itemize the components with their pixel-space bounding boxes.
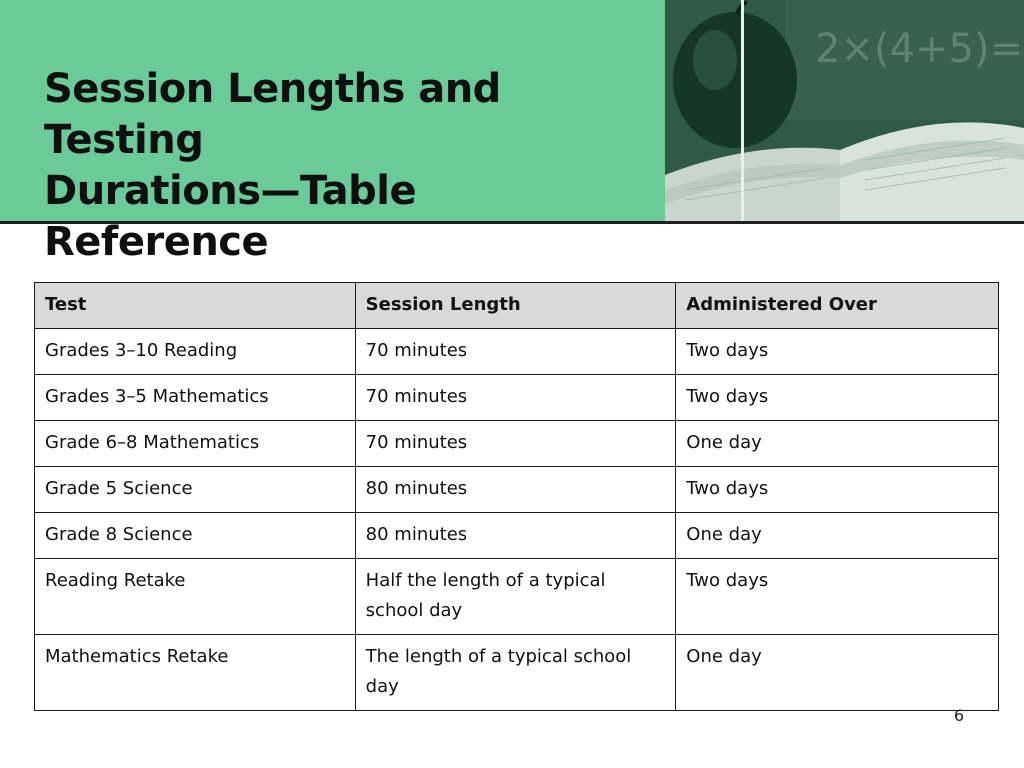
page-number: 6 <box>953 706 964 725</box>
slide-title <box>44 64 644 268</box>
cell-administered-over: Two days <box>676 375 999 421</box>
cell-administered-over: One day <box>676 635 999 711</box>
cell-test: Grades 3–10 Reading <box>35 329 356 375</box>
cell-administered-over: Two days <box>676 467 999 513</box>
cell-session-length: The length of a typical school day <box>355 635 676 711</box>
cell-administered-over: Two days <box>676 559 999 635</box>
column-header-session-length: Session Length <box>355 283 676 329</box>
table-row <box>35 559 999 635</box>
table-row <box>35 467 999 513</box>
apple-book-illustration <box>665 0 1024 221</box>
cell-administered-over: One day <box>676 513 999 559</box>
table-row <box>35 635 999 711</box>
session-length-table-container <box>34 282 999 711</box>
cell-session-length: 80 minutes <box>355 513 676 559</box>
cell-administered-over: One day <box>676 421 999 467</box>
cell-session-length: 70 minutes <box>355 421 676 467</box>
cell-administered-over: Two days <box>676 329 999 375</box>
cell-test: Grade 6–8 Mathematics <box>35 421 356 467</box>
table-row <box>35 375 999 421</box>
column-header-test: Test <box>35 283 356 329</box>
cell-session-length: 70 minutes <box>355 329 676 375</box>
cell-session-length: 70 minutes <box>355 375 676 421</box>
title-line-2: Durations—Table Reference <box>44 168 417 265</box>
table-row <box>35 513 999 559</box>
cell-test: Mathematics Retake <box>35 635 356 711</box>
apple-book-photo <box>665 0 1024 221</box>
table-row <box>35 421 999 467</box>
cell-session-length: Half the length of a typical school day <box>355 559 676 635</box>
cell-test: Grade 8 Science <box>35 513 356 559</box>
table-row <box>35 329 999 375</box>
session-length-table <box>34 282 999 711</box>
cell-test: Reading Retake <box>35 559 356 635</box>
title-line-1: Session Lengths and Testing <box>44 66 501 163</box>
table-header-row <box>35 283 999 329</box>
cell-test: Grades 3–5 Mathematics <box>35 375 356 421</box>
cell-test: Grade 5 Science <box>35 467 356 513</box>
cell-session-length: 80 minutes <box>355 467 676 513</box>
chalkboard-formula: 2×(4+5)= <box>815 26 1024 72</box>
column-header-administered-over: Administered Over <box>676 283 999 329</box>
